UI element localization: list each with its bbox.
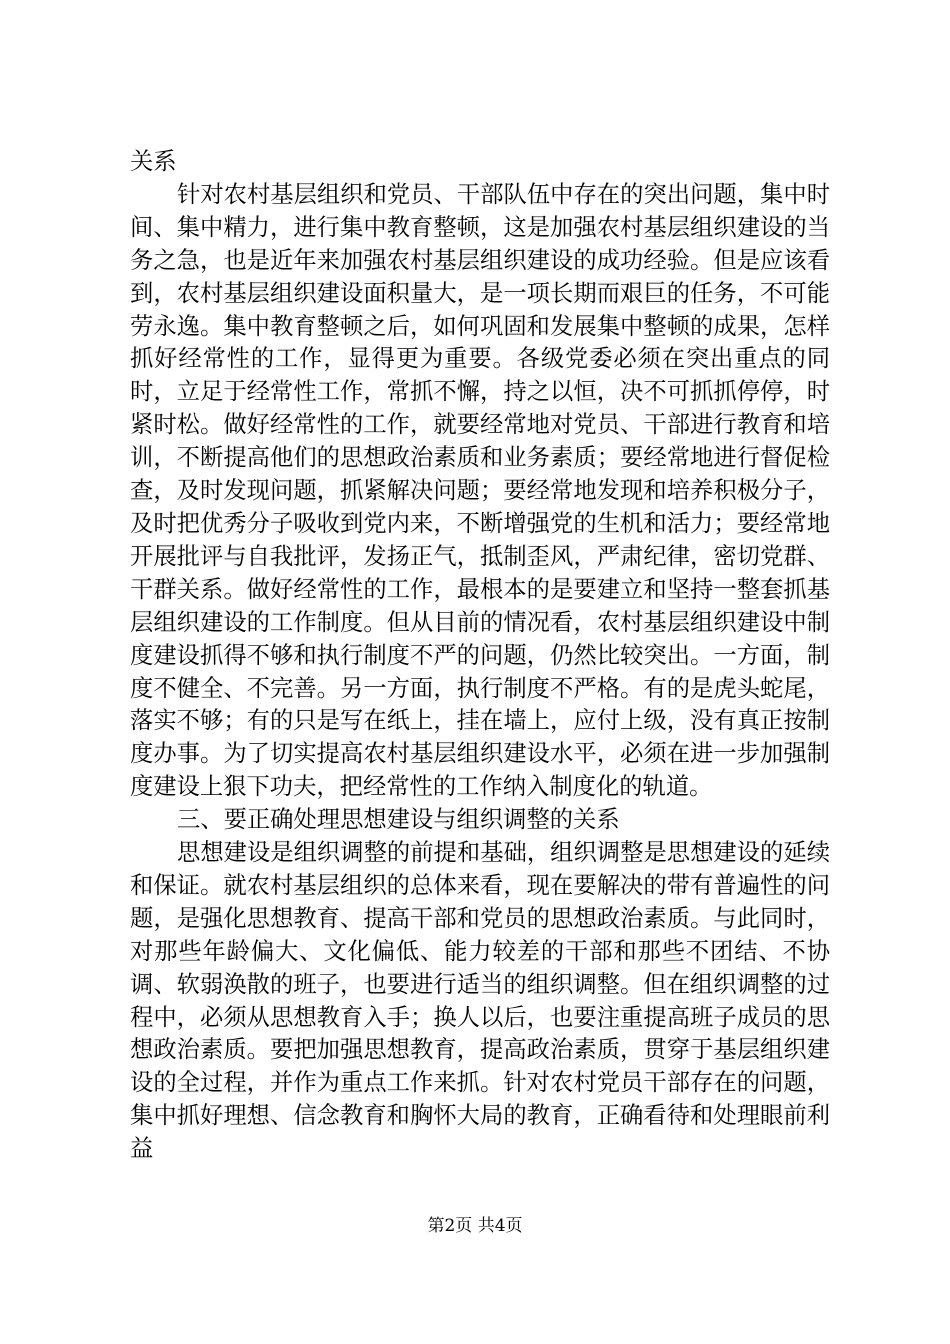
paragraph-continuation: 关系: [130, 148, 177, 175]
document-body: [130, 146, 830, 1166]
paragraph-body: 思想建设是组织调整的前提和基础，组织调整是思想建设的延续和保证。就农村基层组织的总体来看，现在要解决的带有普遍性的问题，是强化思想教育、提高干部和党员的思想政治素质。与此同时，对那些年龄偏大、文化偏低、能力较差的干部和那些不团结、不协调、软弱涣散的班子，也要进行适当的组织调整。但在组织调整的过程中，必须从思想教育入手；换人以后，也要注重提高班子成员的思想政治素质。要把加强思想教育，提高政治素质，贯穿于基层组织建设的全过程，并作为重点工作来抓。针对农村党员干部存在的问题，集中抓好理想、信念教育和胸怀大局的教育，正确看待和处理眼前利益: [130, 839, 830, 1163]
section-heading: 三、要正确处理思想建设与组织调整的关系: [177, 806, 620, 834]
page-footer: [0, 1216, 950, 1236]
page-number-label: 第2页 共4页: [427, 1216, 523, 1236]
paragraph-body: 针对农村基层组织和党员、干部队伍中存在的突出问题，集中时间、集中精力，进行集中教育整顿，这是加强农村基层组织建设的当务之急，也是近年来加强农村基层组织建设的成功经验。但是应该看到，农村基层组织建设面积量大，是一项长期而艰巨的任务，不可能劳永逸。集中教育整顿之后，如何巩固和发展集中整顿的成果，怎样抓好经常性的工作，显得更为重要。各级党委必须在突出重点的同时，立足于经常性工作，常抓不懈，持之以恒，决不可抓抓停停，时紧时松。做好经常性的工作，就要经常地对党员、干部进行教育和培训，不断提高他们的思想政治素质和业务素质；要经常地进行督促检查，及时发现问题，抓紧解决问题；要经常地发现和培养积极分子，及时把优秀分子吸收到党内来，不断增强党的生机和活力；要经常地开展批评与自我批评，发扬正气，抵制歪风，严肃纪律，密切党群、干群关系。做好经常性的工作，最根本的是要建立和坚持一整套抓基层组织建设的工作制度。但从目前的情况看，农村基层组织建设中制度建设抓得不够和执行制度不严的问题，仍然比较突出。一方面，制度不健全、不完善。另一方面，执行制度不严格。有的是虎头蛇尾，落实不够；有的只是写在纸上，挂在墙上，应付上级，没有真正按制度办事。为了切实提高农村基层组织建设水平，必须在进一步加强制度建设上狠下功夫，把经常性的工作纳入制度化的轨道。: [130, 180, 830, 801]
